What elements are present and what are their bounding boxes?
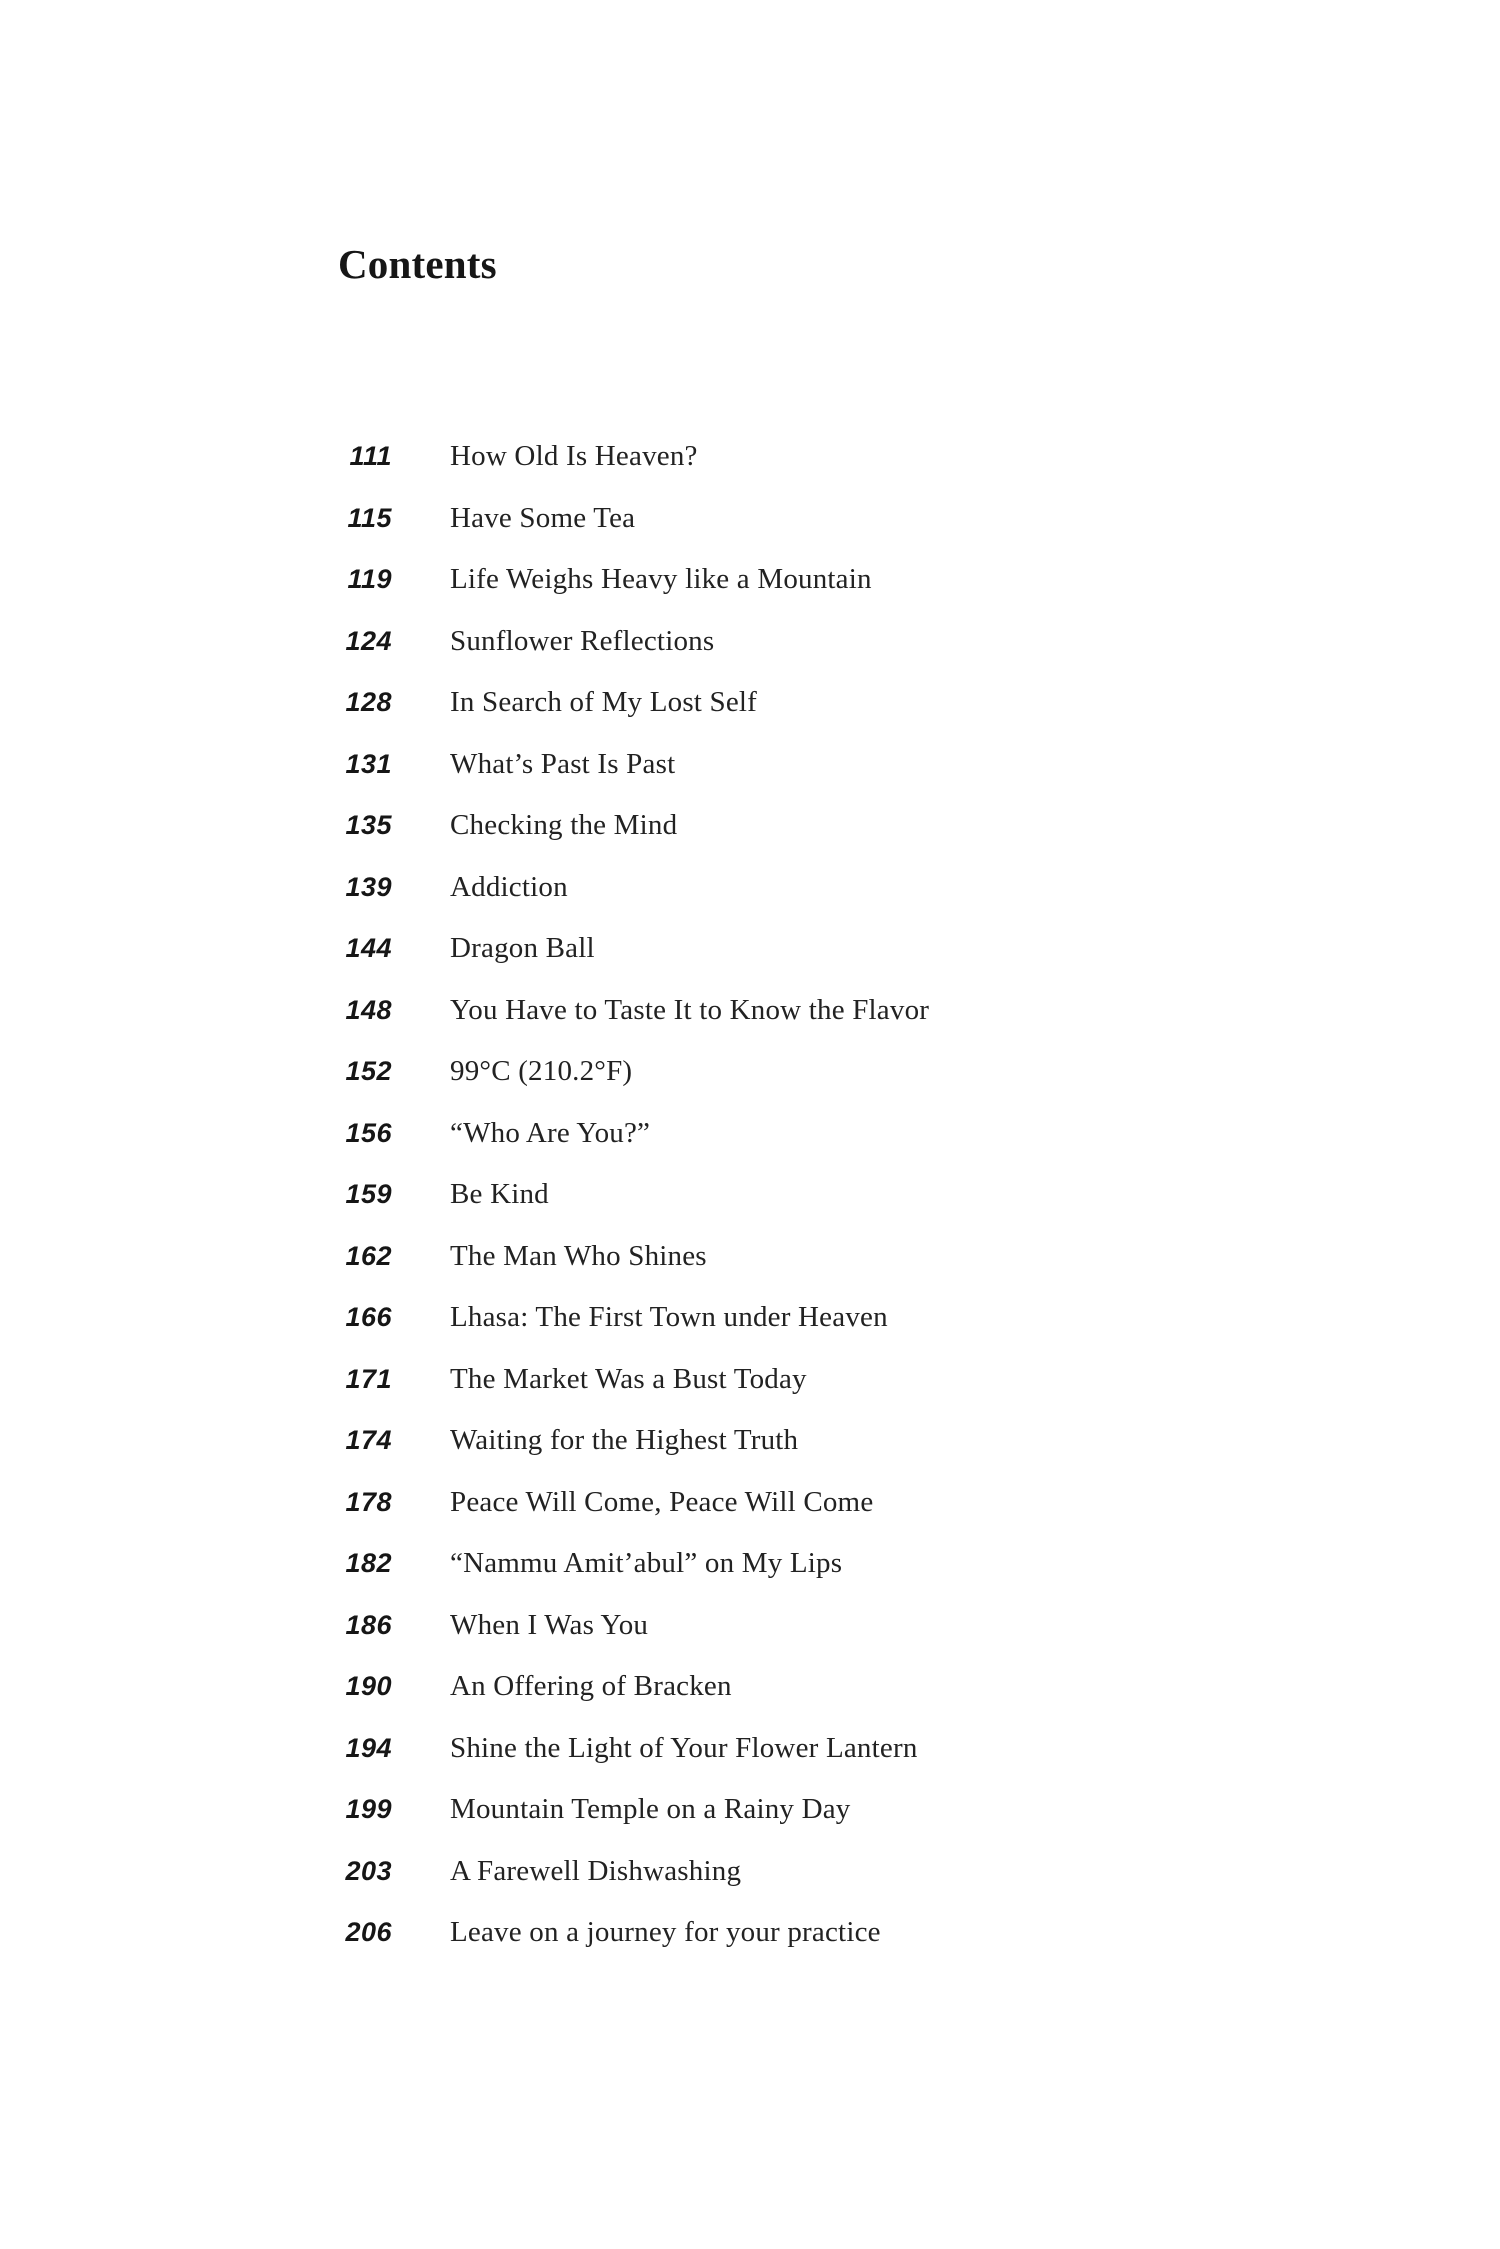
toc-entry	[338, 1486, 1238, 1548]
toc-entry-title: The Market Was a Bust Today	[450, 1362, 807, 1395]
toc-entry-title: “Who Are You?”	[450, 1116, 651, 1149]
toc-page-number: 115	[347, 502, 392, 533]
toc-entry	[338, 809, 1238, 871]
toc-page-number: 148	[345, 994, 392, 1025]
toc-page-number: 171	[345, 1363, 392, 1394]
toc-page-number: 174	[345, 1425, 392, 1455]
toc-entry	[338, 1424, 1238, 1486]
toc-entry-title: Leave on a journey for your practice	[450, 1916, 881, 1948]
toc-entry-title: Checking the Mind	[450, 809, 678, 841]
toc-entry-title: Peace Will Come, Peace Will Come	[450, 1485, 874, 1518]
toc-entry-title: You Have to Taste It to Know the Flavor	[450, 993, 930, 1026]
toc-page-number: 139	[345, 871, 392, 902]
toc-entry-title: Mountain Temple on a Rainy Day	[450, 1793, 851, 1825]
toc-page-number: 166	[345, 1302, 392, 1332]
toc-entry	[338, 1916, 1238, 1978]
toc-page-number: 156	[345, 1117, 392, 1148]
toc-page-number: 159	[345, 1179, 392, 1209]
contents-heading: Contents	[338, 241, 497, 287]
toc-page-number: 190	[345, 1671, 392, 1701]
toc-entry-title: Lhasa: The First Town under Heaven	[450, 1301, 888, 1333]
toc-page-number: 135	[345, 810, 392, 840]
toc-entry	[338, 1055, 1238, 1117]
toc-page-number: 131	[345, 748, 392, 779]
toc-entry-title: A Farewell Dishwashing	[450, 1854, 742, 1887]
toc-entry-title: The Man Who Shines	[450, 1239, 707, 1272]
toc-page-number: 186	[345, 1609, 392, 1640]
toc-entry	[338, 871, 1238, 933]
toc-entry	[338, 1855, 1238, 1917]
toc-entry	[338, 748, 1238, 810]
toc-page-number: 124	[345, 625, 392, 656]
toc-entry	[338, 1363, 1238, 1425]
toc-entry	[338, 994, 1238, 1056]
toc-entry	[338, 1117, 1238, 1179]
toc-entry-title: Have Some Tea	[450, 501, 636, 534]
toc-page-number: 199	[345, 1794, 392, 1824]
toc-entry-title: When I Was You	[450, 1608, 649, 1641]
toc-page-number: 203	[345, 1855, 392, 1886]
table-of-contents	[338, 440, 1238, 1978]
toc-entry-title: Waiting for the Highest Truth	[450, 1424, 799, 1456]
toc-entry	[338, 625, 1238, 687]
toc-entry	[338, 932, 1238, 994]
toc-entry	[338, 1732, 1238, 1794]
toc-page-number: 194	[345, 1732, 392, 1763]
toc-page-number: 178	[345, 1486, 392, 1517]
toc-entry	[338, 563, 1238, 625]
toc-entry-title: Addiction	[450, 870, 568, 903]
toc-page-number: 206	[345, 1917, 392, 1947]
toc-entry	[338, 686, 1238, 748]
toc-entry	[338, 1670, 1238, 1732]
toc-page-number: 182	[345, 1548, 392, 1578]
toc-page-number: 152	[345, 1056, 392, 1086]
toc-page-number: 144	[345, 933, 392, 963]
toc-page-number: 162	[345, 1240, 392, 1271]
toc-entry-title: 99°C (210.2°F)	[450, 1055, 633, 1087]
toc-entry-title: How Old Is Heaven?	[450, 440, 698, 472]
toc-entry-title: In Search of My Lost Self	[450, 686, 758, 718]
toc-entry-title: An Offering of Bracken	[450, 1670, 732, 1702]
toc-entry	[338, 1178, 1238, 1240]
toc-entry-title: Be Kind	[450, 1178, 549, 1210]
toc-entry	[338, 440, 1238, 502]
toc-entry-title: Dragon Ball	[450, 932, 595, 964]
toc-entry-title: “Nammu Amit’abul” on My Lips	[450, 1547, 843, 1579]
toc-entry	[338, 502, 1238, 564]
toc-entry	[338, 1240, 1238, 1302]
toc-entry	[338, 1793, 1238, 1855]
toc-entry	[338, 1547, 1238, 1609]
toc-page-number: 119	[347, 564, 392, 594]
toc-entry	[338, 1609, 1238, 1671]
toc-entry-title: Shine the Light of Your Flower Lantern	[450, 1731, 918, 1764]
toc-entry	[338, 1301, 1238, 1363]
toc-entry-title: Sunflower Reflections	[450, 624, 715, 657]
toc-entry-title: Life Weighs Heavy like a Mountain	[450, 563, 872, 595]
toc-page-number: 111	[349, 441, 392, 471]
toc-entry-title: What’s Past Is Past	[450, 747, 676, 780]
toc-page-number: 128	[345, 687, 392, 717]
